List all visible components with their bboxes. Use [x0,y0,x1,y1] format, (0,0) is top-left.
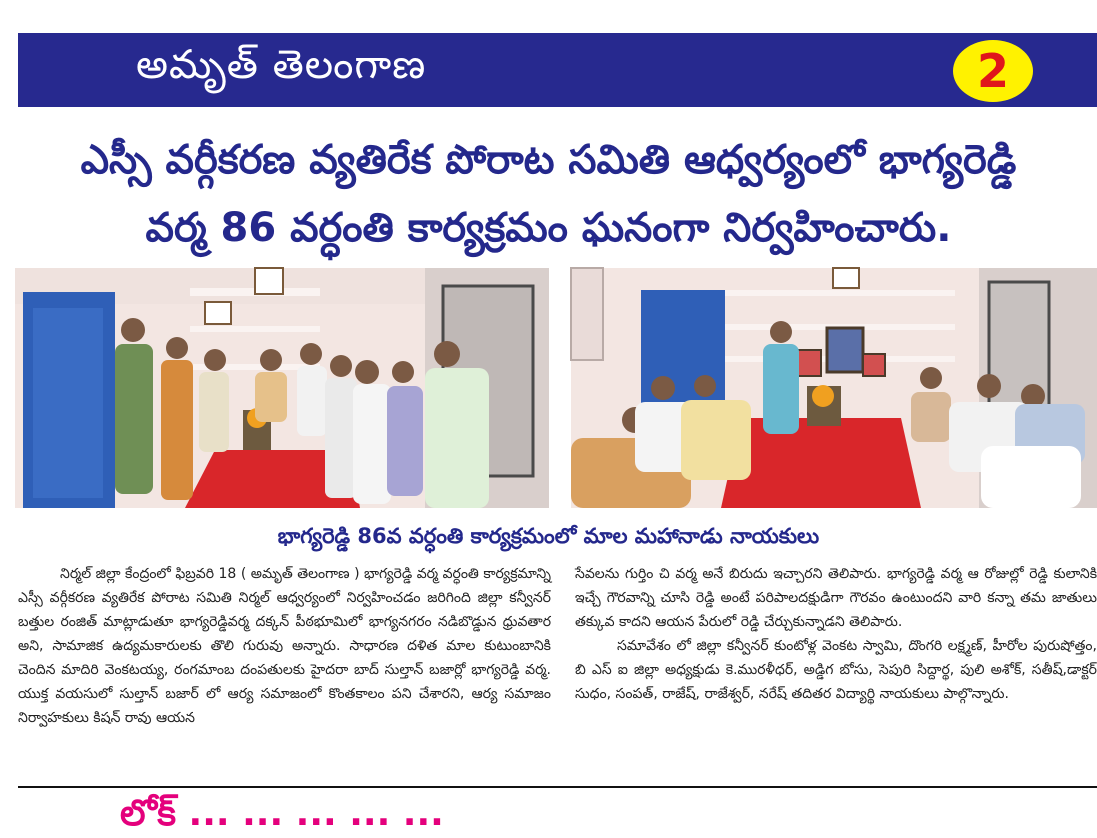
next-article-headline: లోక్ ... ... ... ... ... [120,793,444,834]
article-headline [0,126,1097,262]
masthead-title: అమృత్ తెలంగాణ [136,42,427,88]
headline-line-2: వర్మ 86 వర్ధంతి కార్యక్రమం ఘనంగా నిర్వహించారు. [145,205,952,251]
page-number-badge: 2 [953,40,1033,102]
article-body-right-column [575,562,1097,706]
section-divider [18,786,1097,788]
event-photo-right [571,268,1097,508]
headline-line-1: ఎస్సీ వర్గీకరణ వ్యతిరేక పోరాట సమితి ఆధ్వర్యంలో భాగ్యరెడ్డి [80,137,1017,183]
body-paragraph: సేవలను గుర్తిం చి వర్మ అనే బిరుదు ఇచ్చారని తెలిపారు. భాగ్యరెడ్డి వర్మ ఆ రోజుల్లో రెడ్డి కులానికి ఇచ్చే గౌరవాన్ని చూసి రెడ్డి అంటే పరిపాలదక్షుడిగా గౌరవం ఉంటుందని వారి కన్నా తమ జాతులు తక్కువ కాదని ఆయన పేరులో రెడ్డి చేర్చుకున్నాడని తెలిపారు. [575,566,1097,630]
photo-caption: భాగ్యరెడ్డి 86వ వర్ధంతి కార్యక్రమంలో మాల మహానాడు నాయకులు [277,524,820,548]
article-body-left-column [18,562,551,730]
masthead [18,33,1097,107]
body-paragraph: నిర్మల్ జిల్లా కేంద్రంలో ఫిబ్రవరి 18 ( అమృత్ తెలంగాణ ) భాగ్యరెడ్డి వర్మ వర్ధంతి కార్యక్రమాన్ని ఎస్సీ వర్గీకరణ వ్యతిరేక పోరాట సమితి నిర్మల్ ఆధ్వర్యంలో నిర్వహించడం జరిగింది జిల్లా కన్వీనర్ బత్తుల రంజిత్ మాట్లాడుతూ భాగ్యరెడ్డివర్మ దక్కన్ పీఠభూమిలో భాగ్యనగరం నడిబొడ్డున ధ్రువతార అని, సామాజిక ఉద్యమకారులకు తొలి గురువు అన్నారు. సాధారణ దళిత మాల కుటుంబానికి చెందిన మాదిరి వెంకటయ్య, రంగమాంబ దంపతులకు హైదరా బాద్ సుల్తాన్ బజార్లో భాగ్యరెడ్డి వర్మ. యుక్త వయసులో సుల్తాన్ బజార్ లో ఆర్య సమాజంలో కొంతకాలం పని చేశారని, ఆర్య సమాజం నిర్వాహకులు కిషన్ రావు ఆయన [18,566,551,726]
event-photo-left [15,268,549,508]
body-paragraph: సమావేశం లో జిల్లా కన్వీనర్ కుంటోళ్ల వెంకట స్వామి, దొంగరి లక్ష్మణ్, హీరోల పురుషోత్తం, బి ఎస్ ఐ జిల్లా అధ్యక్షుడు కె.మురళీధర్, అడ్డిగ బోసు, సెపురి సిద్దార్థ, పులి అశోక్, సతీష్,డాక్టర్ సుధం, సంపత్, రాజేష్, రాజేశ్వర్, నరేష్ తదితర విద్యార్థి నాయకులు పాల్గొన్నారు. [575,638,1097,702]
